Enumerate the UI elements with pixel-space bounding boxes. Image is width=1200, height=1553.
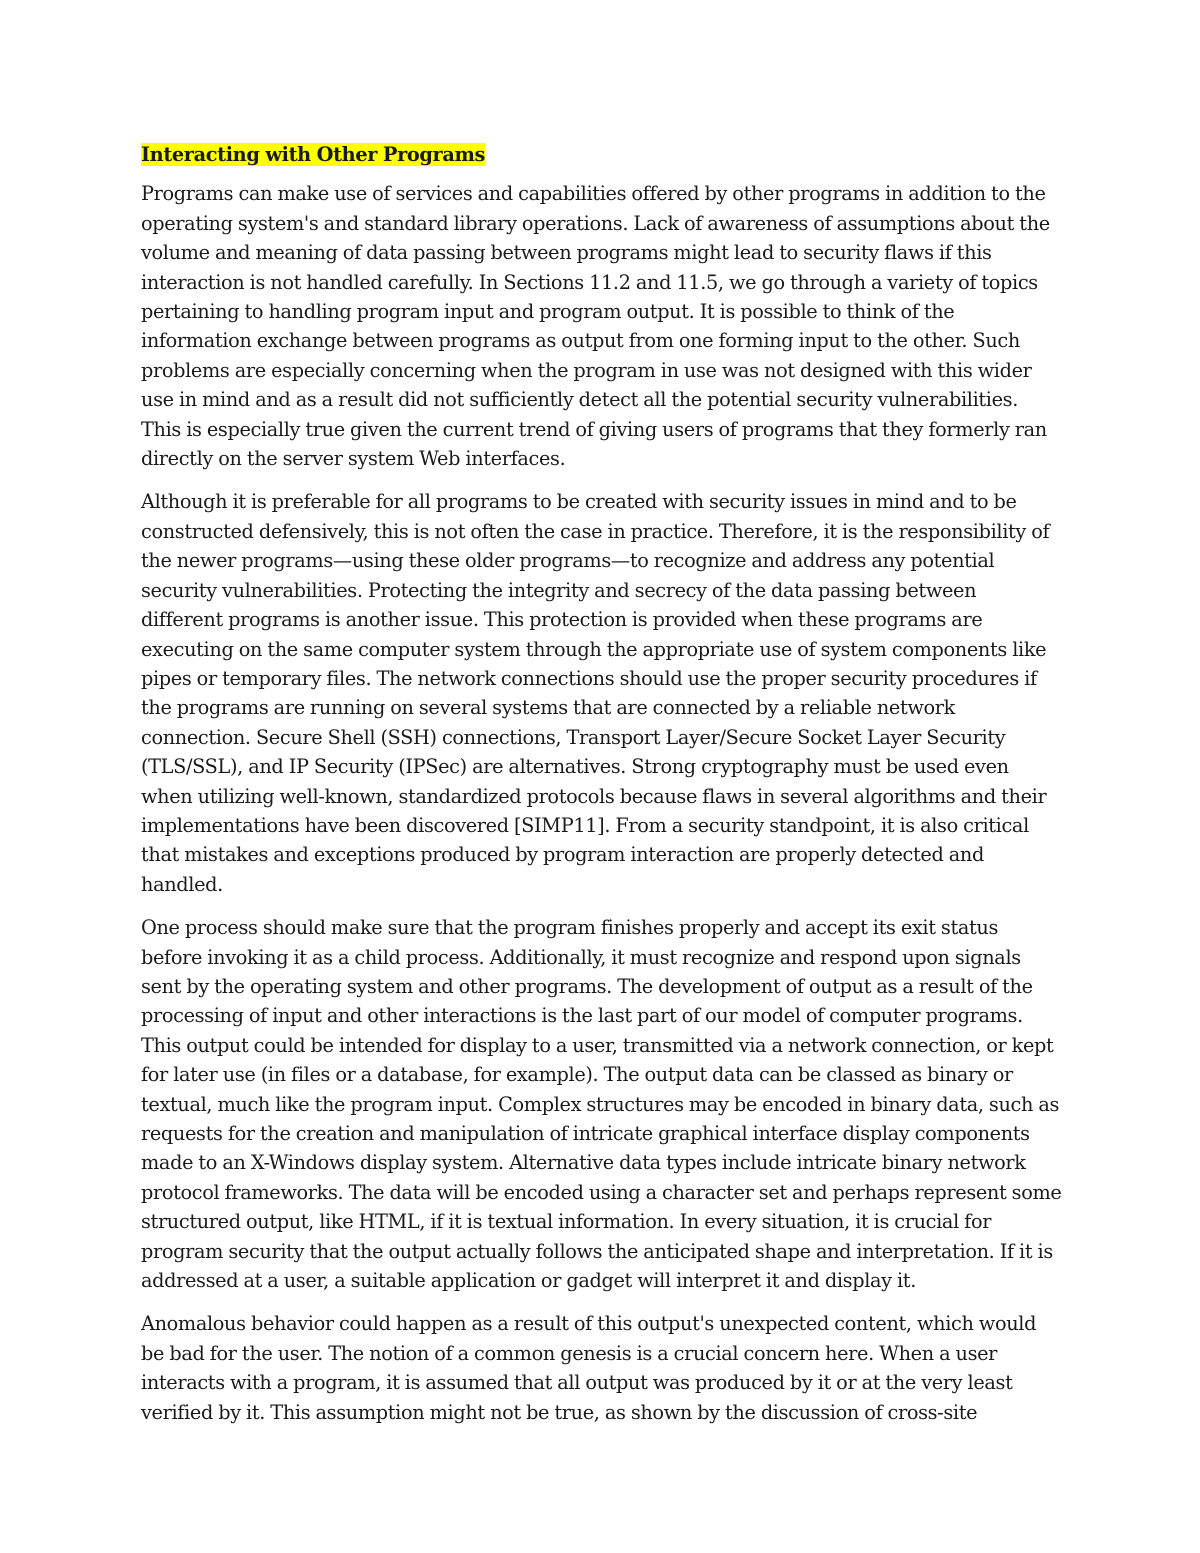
highlighted-heading-text: Interacting with Other Programs (141, 143, 486, 166)
paragraph-3: One process should make sure that the program finishes properly and accept its exit status before invoking it as a child process. Additionally, it must recognize and respond upon signals sent by the operating system and other programs. The development of output as a result of the processing of input and other interactions is the last part of our model of computer programs. This output could be intended for display to a user, transmitted via a network connection, or kept for later use (in files or a database, for example). The output data can be classed as binary or textual, much like the program input. Complex structures may be encoded in binary data, such as requests for the creation and manipulation of intricate graphical interface display components made to an X-Windows display system. Alternative data types include intricate binary network protocol frameworks. The data will be encoded using a character set and perhaps represent some structured output, like HTML, if it is textual information. In every situation, it is crucial for program security that the output actually follows the anticipated shape and interpretation. If it is addressed at a user, a suitable application or gadget will interpret it and display it. (141, 916, 1062, 1293)
document-body (141, 140, 1063, 1441)
section-heading (141, 140, 1063, 169)
paragraph-1: Programs can make use of services and capabilities offered by other programs in addition to the operating system's and standard library operations. Lack of awareness of assumptions about the volume and meaning of data passing between programs might lead to security flaws if this interaction is not handled carefully. In Sections 11.2 and 11.5, we go through a variety of topics pertaining to handling program input and program output. It is possible to think of the information exchange between programs as output from one forming input to the other. Such problems are especially concerning when the program in use was not designed with this wider use in mind and as a result did not sufficiently detect all the potential security vulnerabilities. This is especially true given the current trend of giving users of programs that they formerly ran directly on the server system Web interfaces. (141, 182, 1050, 471)
paragraph-2: Although it is preferable for all programs to be created with security issues in mind and to be constructed defensively, this is not often the case in practice. Therefore, it is the responsibility of the newer programs—using these older programs—to recognize and address any potential security vulnerabilities. Protecting the integrity and secrecy of the data passing between different programs is another issue. This protection is provided when these programs are executing on the same computer system through the appropriate use of system components like pipes or temporary files. The network connections should use the proper security procedures if the programs are running on several systems that are connected by a reliable network connection. Secure Shell (SSH) connections, Transport Layer/Secure Socket Layer Security (TLS/SSL), and IP Security (IPSec) are alternatives. Strong cryptography must be used even when utilizing well-known, standardized protocols because flaws in several algorithms and their implementations have been discovered [SIMP11]. From a security standpoint, it is also critical that mistakes and exceptions produced by program interaction are properly detected and handled. (141, 490, 1050, 896)
paragraph-4: Anomalous behavior could happen as a result of this output's unexpected content, which would be bad for the user. The notion of a common genesis is a crucial concern here. When a user interacts with a program, it is assumed that all output was produced by it or at the very least verified by it. This assumption might not be true, as shown by the discussion of cross-site (141, 1312, 1037, 1424)
